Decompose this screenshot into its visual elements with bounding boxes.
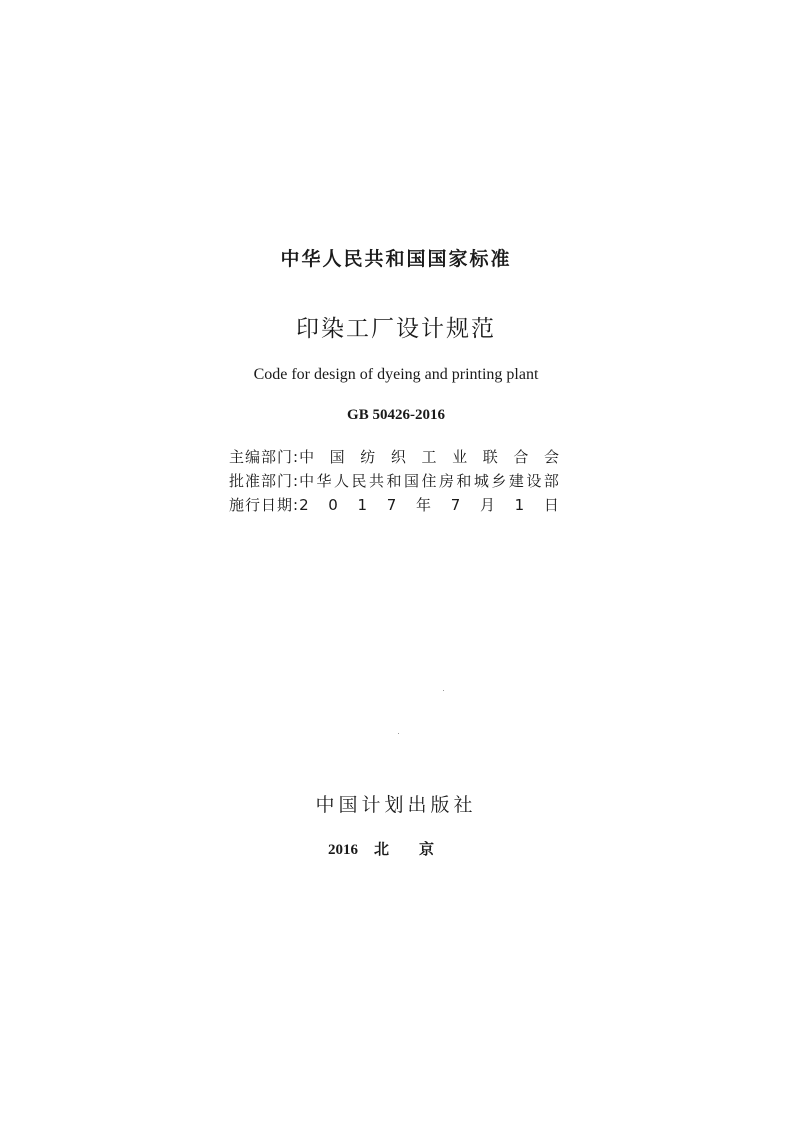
info-char: 城 [473, 472, 489, 490]
info-block [229, 445, 559, 517]
info-char: 0 [328, 496, 338, 514]
info-char: 人 [334, 472, 350, 490]
publication-year: 2016 [327, 842, 358, 858]
info-char: 月 [479, 496, 495, 514]
info-char: 共 [369, 472, 385, 490]
info-char: 1 [514, 496, 525, 514]
info-char: 国 [403, 472, 419, 490]
info-char: 联 [482, 448, 498, 466]
publication-city: 北京 [373, 840, 464, 858]
info-char: 日 [543, 496, 559, 514]
title-english: Code for design of dyeing and printing plant [253, 366, 539, 383]
effective-date-row [229, 493, 559, 517]
editor-row [229, 445, 559, 469]
approver-label: 批准部门: [229, 472, 300, 490]
info-char: 住 [421, 472, 437, 490]
info-char: 中 [299, 472, 315, 490]
info-char: 工 [421, 448, 437, 466]
info-char: 华 [316, 472, 332, 490]
standard-number: GB 50426-2016 [347, 407, 445, 423]
info-char: 织 [390, 448, 406, 466]
approver-value [299, 469, 559, 493]
publisher-name: 中国计划出版社 [315, 794, 477, 816]
editor-label: 主编部门: [229, 448, 300, 466]
info-char: 部 [543, 472, 559, 490]
scan-speck [398, 733, 399, 734]
info-char: 房 [438, 472, 454, 490]
info-char: 设 [526, 472, 542, 490]
info-char: 2 [299, 496, 309, 514]
info-char: 国 [329, 448, 345, 466]
scan-speck [443, 690, 444, 691]
info-char: 中 [299, 448, 315, 466]
info-char: 1 [357, 496, 368, 514]
info-char: 年 [416, 496, 432, 514]
info-char: 会 [543, 448, 559, 466]
standard-category: 中华人民共和国国家标准 [280, 248, 512, 270]
info-char: 和 [456, 472, 472, 490]
info-char: 纺 [360, 448, 376, 466]
place-year [0, 838, 792, 859]
info-char: 和 [386, 472, 402, 490]
info-char: 合 [513, 448, 529, 466]
effective-date-label: 施行日期: [229, 496, 300, 514]
info-char: 7 [386, 496, 397, 514]
info-char: 7 [450, 496, 461, 514]
effective-date-value [299, 493, 559, 517]
info-char: 业 [452, 448, 468, 466]
title-chinese: 印染工厂设计规范 [296, 316, 496, 342]
editor-value [299, 445, 559, 469]
info-char: 建 [508, 472, 524, 490]
approver-row [229, 469, 559, 493]
info-char: 民 [351, 472, 367, 490]
info-char: 乡 [491, 472, 507, 490]
